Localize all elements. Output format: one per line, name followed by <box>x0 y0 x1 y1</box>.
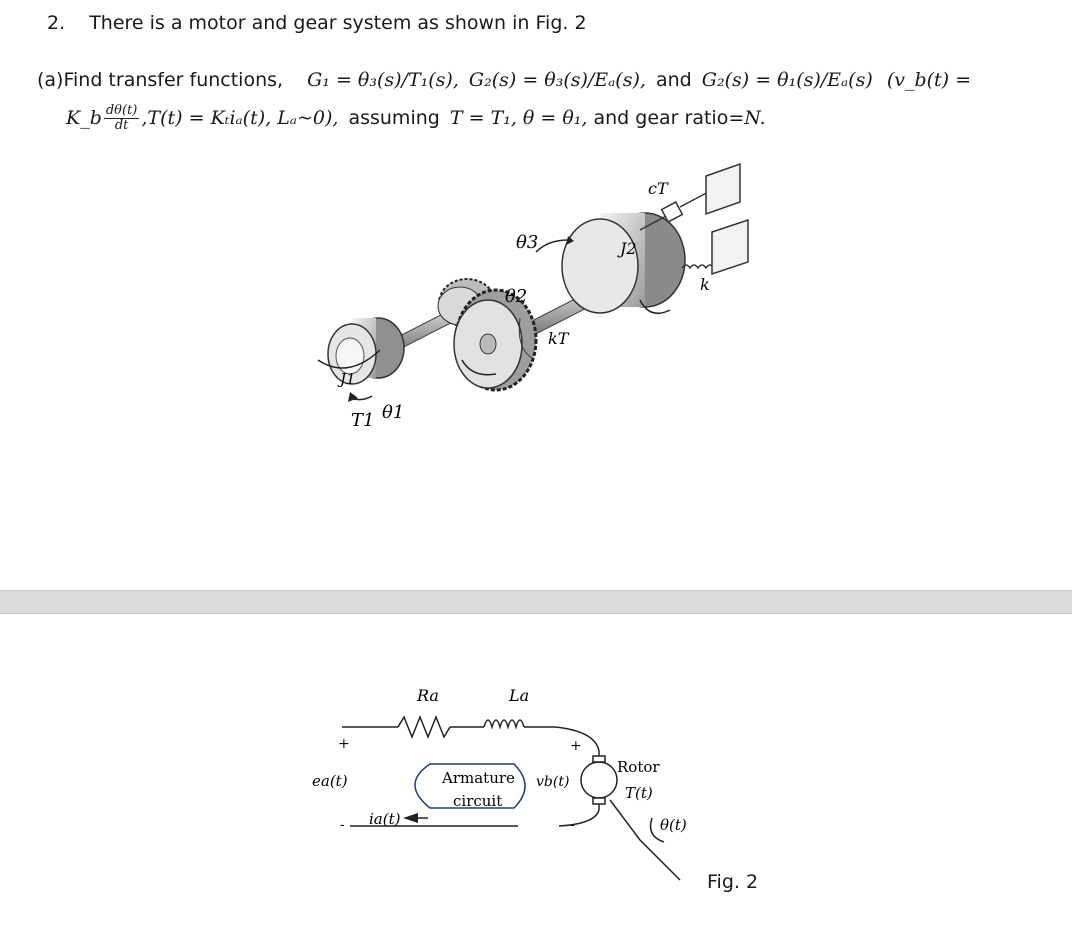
part-intro: Find transfer functions, <box>63 69 284 91</box>
label-circuit: circuit <box>453 792 503 810</box>
label-j2: J2 <box>620 239 637 258</box>
label-vb: vb(t) <box>536 774 570 790</box>
vb-definition: (v_b(t) = <box>886 69 972 91</box>
label-theta3: θ3 <box>516 232 539 253</box>
label-theta: θ(t) <box>660 816 687 834</box>
ea-plus: + <box>338 736 350 752</box>
inertia-j1 <box>318 318 404 402</box>
label-la: La <box>509 686 530 705</box>
assuming-word: assuming <box>348 107 440 129</box>
spring-k <box>682 220 748 274</box>
question-number: 2. <box>47 12 66 34</box>
and-word: and <box>655 69 692 91</box>
label-torque: T(t) <box>625 784 653 802</box>
label-ea: ea(t) <box>312 772 348 790</box>
kb-symbol: K_b <box>66 107 102 129</box>
transfer-g1: G₁ = θ₃(s)/T₁(s), <box>307 69 459 91</box>
label-theta2: θ2 <box>505 286 528 307</box>
part-label: (a) <box>37 69 64 91</box>
label-t1: T1 <box>351 410 375 431</box>
label-ct: cT <box>648 179 668 198</box>
torque-relation: ,T(t) = Kₜiₐ(t), Lₐ~0), <box>141 107 339 129</box>
label-k: k <box>700 275 710 294</box>
label-ra: Ra <box>417 686 439 705</box>
inertia-j2 <box>562 213 685 313</box>
section-divider <box>0 590 1072 614</box>
label-theta1: θ1 <box>382 402 405 423</box>
label-armature: Armature <box>442 769 515 787</box>
assumption-math: T = T₁, θ = θ₁, <box>449 107 588 129</box>
vb-minus: - <box>570 817 575 833</box>
question-stem: There is a motor and gear system as shown in Fig. 2 <box>89 12 587 34</box>
transfer-g3: G₂(s) = θ₁(s)/Eₐ(s) <box>701 69 873 91</box>
frac-denominator: dt <box>114 118 129 133</box>
ea-minus: - <box>340 817 345 833</box>
label-ia: ia(t) <box>369 810 401 828</box>
label-j1: J1 <box>340 370 356 388</box>
vb-plus: + <box>570 738 582 754</box>
figure-caption: Fig. 2 <box>707 871 759 893</box>
gear-ratio-text: and gear ratio= <box>593 107 745 129</box>
label-rotor: Rotor <box>617 758 660 776</box>
frac-numerator: dθ(t) <box>105 103 138 118</box>
gear-ratio-symbol: N. <box>744 107 766 129</box>
label-kt: kT <box>548 329 569 348</box>
transfer-g2: G₂(s) = θ₃(s)/Eₐ(s), <box>468 69 646 91</box>
